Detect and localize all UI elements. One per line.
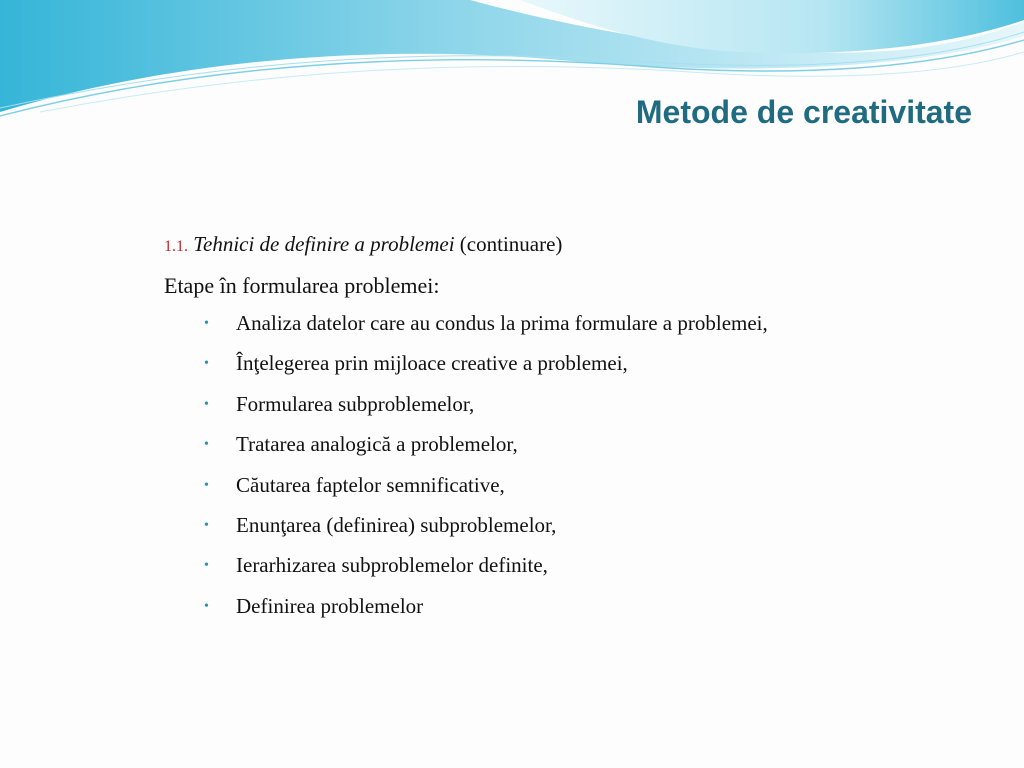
list-item (204, 467, 964, 507)
bullet-icon: • (204, 598, 209, 614)
list-item (204, 547, 964, 587)
section-suffix: (continuare) (459, 232, 563, 256)
intro-text: Etape în formularea problemei: (164, 273, 440, 298)
list-item-text: Înţelegerea prin mijloace creative a problemei, (236, 351, 628, 376)
list-item (204, 426, 964, 466)
list-item-text: Căutarea faptelor semnificative, (236, 472, 505, 497)
bullet-icon: • (204, 558, 209, 574)
list-item-text: Tratarea analogică a problemelor, (236, 432, 518, 457)
list-item (204, 507, 964, 547)
bullet-icon: • (204, 518, 209, 534)
section-number: 1.1. (164, 238, 188, 255)
list-item-text: Definirea problemelor (236, 593, 424, 618)
list-item (204, 305, 964, 345)
list-item-text: Ierarhizarea subproblemelor definite, (236, 553, 548, 578)
slide-title: Metode de creativitate (635, 94, 972, 130)
list-item (204, 345, 964, 385)
list-item-text: Formularea subproblemelor, (236, 391, 475, 416)
section-subheading (164, 226, 964, 265)
list-item-text: Analiza datelor care au condus la prima formulare a problemei, (236, 311, 768, 335)
list-item-text: Enunţarea (definirea) subproblemelor, (236, 513, 557, 538)
bullet-icon: • (204, 477, 209, 493)
list-item (204, 588, 964, 628)
section-topic: Tehnici de definire a problemei (193, 232, 455, 256)
bullet-icon: • (204, 316, 209, 331)
slide-body (164, 226, 964, 628)
list-item (204, 386, 964, 426)
bullet-icon: • (204, 396, 209, 412)
bullet-icon: • (204, 356, 209, 372)
steps-list (164, 305, 964, 628)
bullet-icon: • (204, 437, 209, 453)
